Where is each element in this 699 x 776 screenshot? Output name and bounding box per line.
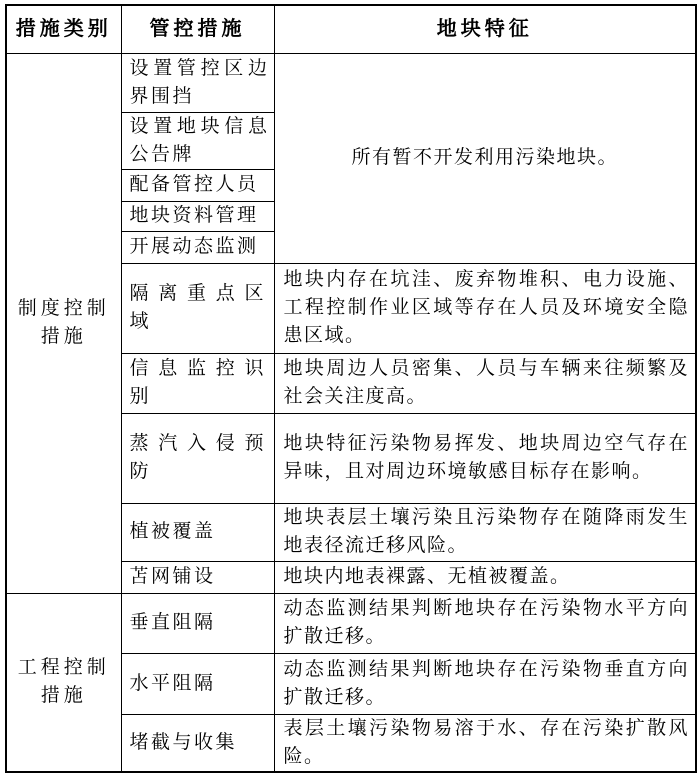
header-control-measures: 管控措施 xyxy=(121,5,274,53)
measure-vertical-barrier: 垂直阻隔 xyxy=(121,593,274,653)
header-measure-category: 措施类别 xyxy=(6,5,121,53)
measure-information-monitoring-identification: 信息监控识别 xyxy=(121,353,274,413)
table-row xyxy=(6,53,696,112)
measure-interception-collection: 堵截与收集 xyxy=(121,714,274,772)
category-institutional-control: 制度控制措施 xyxy=(6,53,121,593)
measure-assign-control-personnel: 配备管控人员 xyxy=(121,169,274,201)
measure-set-site-info-notice-board: 设置地块信息公告牌 xyxy=(121,112,274,169)
control-measures-table xyxy=(5,4,697,773)
feature-isolate-key-areas: 地块内存在坑洼、废弃物堆积、电力设施、工程控制作业区域等存在人员及环境安全隐患区域。 xyxy=(274,263,696,353)
measure-dynamic-monitoring: 开展动态监测 xyxy=(121,231,274,263)
measure-isolate-key-areas: 隔离重点区域 xyxy=(121,263,274,353)
feature-information-monitoring-identification: 地块周边人员密集、人员与车辆来往频繁及社会关注度高。 xyxy=(274,353,696,413)
feature-all-undeveloped-polluted-sites: 所有暂不开发利用污染地块。 xyxy=(274,53,696,263)
feature-tarp-net-laying: 地块内地表裸露、无植被覆盖。 xyxy=(274,561,696,593)
measure-set-control-zone-boundary-fence: 设置管控区边界围挡 xyxy=(121,53,274,112)
table-row xyxy=(6,593,696,653)
feature-horizontal-barrier: 动态监测结果判断地块存在污染物垂直方向扩散迁移。 xyxy=(274,653,696,714)
header-row xyxy=(6,5,696,53)
measure-tarp-net-laying: 苫网铺设 xyxy=(121,561,274,593)
header-site-features: 地块特征 xyxy=(274,5,696,53)
measure-vegetation-cover: 植被覆盖 xyxy=(121,503,274,561)
feature-vegetation-cover: 地块表层土壤污染且污染物存在随降雨发生地表径流迁移风险。 xyxy=(274,503,696,561)
feature-vapor-intrusion-prevention: 地块特征污染物易挥发、地块周边空气存在异味，且对周边环境敏感目标存在影响。 xyxy=(274,413,696,503)
measure-horizontal-barrier: 水平阻隔 xyxy=(121,653,274,714)
measure-site-records-management: 地块资料管理 xyxy=(121,201,274,231)
category-engineering-control: 工程控制措施 xyxy=(6,593,121,772)
feature-interception-collection: 表层土壤污染物易溶于水、存在污染扩散风险。 xyxy=(274,714,696,772)
feature-vertical-barrier: 动态监测结果判断地块存在污染物水平方向扩散迁移。 xyxy=(274,593,696,653)
measure-vapor-intrusion-prevention: 蒸汽入侵预防 xyxy=(121,413,274,503)
